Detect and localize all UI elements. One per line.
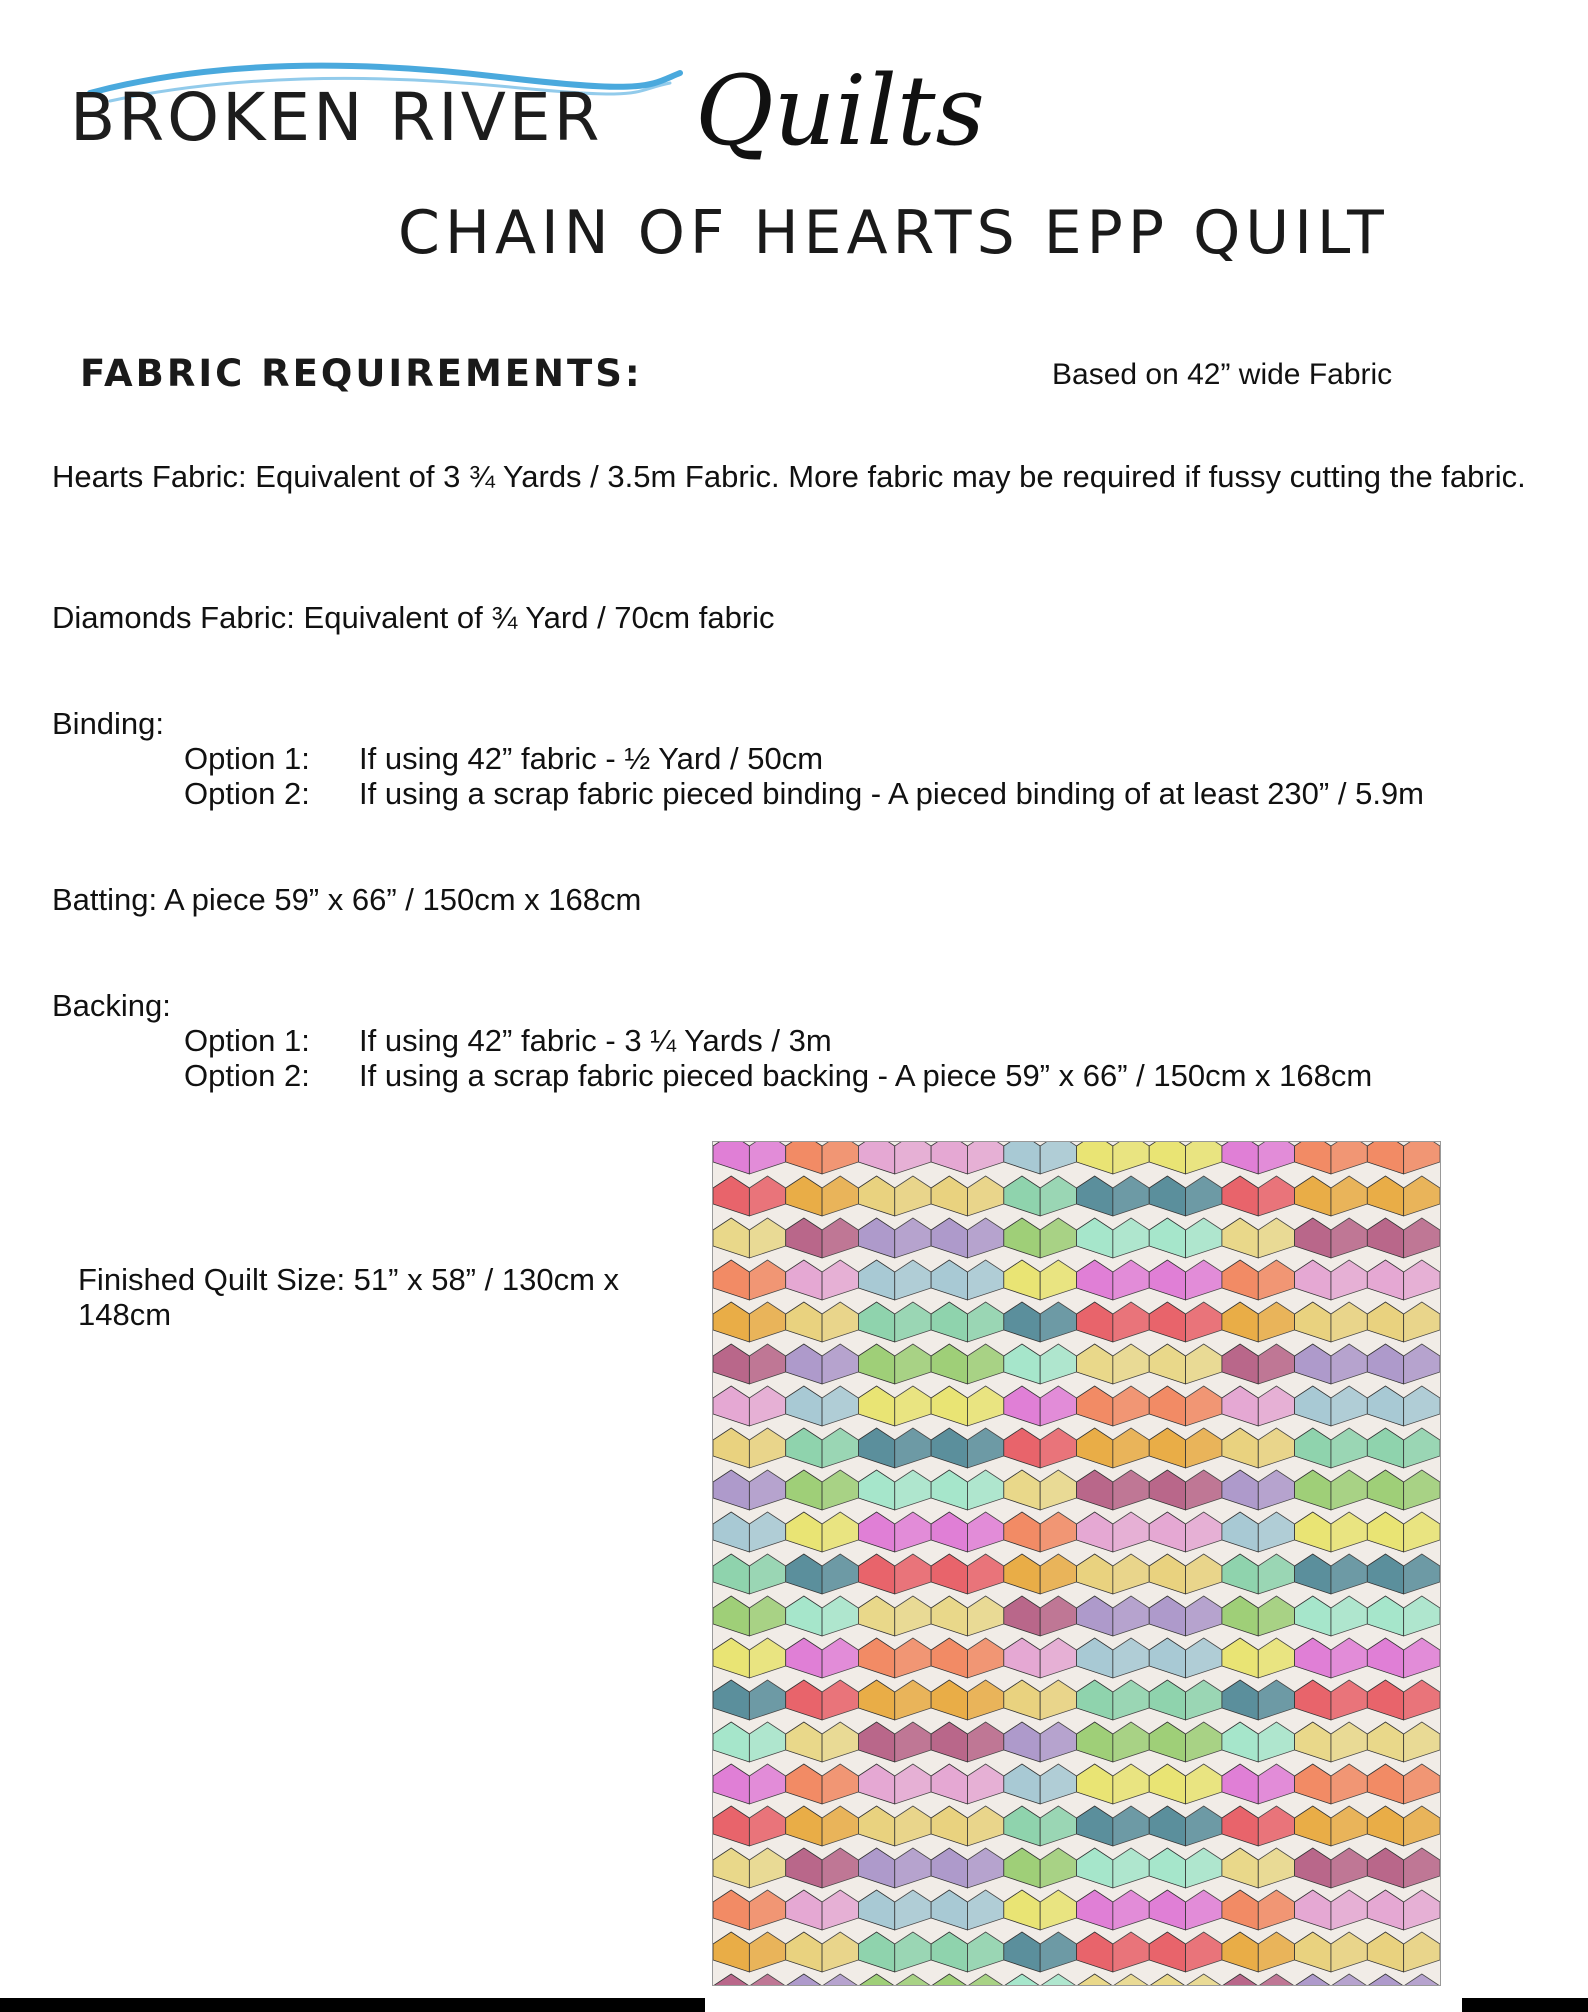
quilt-heart	[1367, 1428, 1440, 1468]
quilt-heart	[786, 1848, 859, 1888]
quilt-heart	[713, 1638, 786, 1678]
quilt-heart	[1077, 1344, 1150, 1384]
quilt-heart	[786, 1890, 859, 1930]
quilt-heart	[1004, 1890, 1077, 1930]
quilt-heart	[1149, 1344, 1222, 1384]
quilt-heart	[1295, 1554, 1368, 1594]
backing-option-1-text: If using 42” fabric - 3 ¼ Yards / 3m	[359, 1023, 832, 1058]
quilt-heart	[713, 1680, 786, 1720]
quilt-heart	[1004, 1470, 1077, 1510]
quilt-heart	[1295, 1932, 1368, 1972]
quilt-heart	[713, 1470, 786, 1510]
quilt-heart	[1004, 1386, 1077, 1426]
quilt-heart	[1367, 1806, 1440, 1846]
batting-requirement: Batting: A piece 59” x 66” / 150cm x 168cm	[52, 882, 642, 917]
quilt-heart	[1149, 1512, 1222, 1552]
quilt-heart	[1295, 1470, 1368, 1510]
quilt-heart	[1077, 1428, 1150, 1468]
quilt-heart	[786, 1260, 859, 1300]
quilt-heart	[1222, 1470, 1295, 1510]
quilt-heart	[1367, 1638, 1440, 1678]
quilt-heart	[786, 1638, 859, 1678]
quilt-heart	[786, 1554, 859, 1594]
quilt-heart	[1004, 1428, 1077, 1468]
quilt-heart	[786, 1974, 859, 1985]
quilt-heart	[858, 1596, 931, 1636]
quilt-heart	[713, 1806, 786, 1846]
quilt-heart	[1004, 1302, 1077, 1342]
quilt-heart	[1367, 1218, 1440, 1258]
quilt-heart	[1149, 1142, 1222, 1174]
quilt-heart	[1004, 1932, 1077, 1972]
quilt-heart	[858, 1890, 931, 1930]
quilt-heart	[1295, 1386, 1368, 1426]
quilt-heart	[858, 1848, 931, 1888]
quilt-heart	[1222, 1344, 1295, 1384]
quilt-heart	[713, 1386, 786, 1426]
quilt-heart	[931, 1302, 1004, 1342]
quilt-heart	[1222, 1722, 1295, 1762]
quilt-heart	[1222, 1764, 1295, 1804]
quilt-heart	[931, 1932, 1004, 1972]
quilt-heart	[931, 1218, 1004, 1258]
quilt-heart	[858, 1386, 931, 1426]
quilt-heart	[1077, 1680, 1150, 1720]
fabric-width-note: Based on 42” wide Fabric	[1052, 358, 1393, 391]
quilt-heart	[1077, 1890, 1150, 1930]
footer-rule-right	[1462, 1998, 1588, 2012]
quilt-heart	[1222, 1512, 1295, 1552]
quilt-heart	[1077, 1260, 1150, 1300]
binding-label: Binding:	[52, 706, 165, 741]
quilt-pattern	[713, 1142, 1440, 1985]
quilt-heart	[1367, 1142, 1440, 1174]
quilt-heart	[713, 1302, 786, 1342]
quilt-heart	[931, 1470, 1004, 1510]
quilt-heart	[1222, 1554, 1295, 1594]
quilt-heart	[858, 1470, 931, 1510]
quilt-heart	[1149, 1302, 1222, 1342]
quilt-heart	[1077, 1596, 1150, 1636]
quilt-heart	[786, 1142, 859, 1174]
quilt-heart	[931, 1512, 1004, 1552]
quilt-heart	[1077, 1638, 1150, 1678]
quilt-heart	[1149, 1848, 1222, 1888]
quilt-heart	[1077, 1722, 1150, 1762]
quilt-heart	[1222, 1890, 1295, 1930]
quilt-heart	[713, 1344, 786, 1384]
quilt-preview-image	[712, 1141, 1441, 1986]
quilt-heart	[1367, 1596, 1440, 1636]
quilt-heart	[858, 1638, 931, 1678]
quilt-heart	[931, 1176, 1004, 1216]
quilt-heart	[1077, 1764, 1150, 1804]
quilt-heart	[1004, 1260, 1077, 1300]
quilt-heart	[1295, 1764, 1368, 1804]
quilt-heart	[858, 1218, 931, 1258]
quilt-heart	[786, 1932, 859, 1972]
quilt-heart	[858, 1428, 931, 1468]
quilt-heart	[713, 1428, 786, 1468]
quilt-heart	[713, 1596, 786, 1636]
quilt-heart	[1077, 1848, 1150, 1888]
quilt-heart	[1004, 1680, 1077, 1720]
binding-option-2-text: If using a scrap fabric pieced binding - A pieced binding of at least 230” / 5.9m	[359, 776, 1424, 811]
quilt-heart	[931, 1680, 1004, 1720]
quilt-heart	[931, 1974, 1004, 1985]
quilt-heart	[1222, 1260, 1295, 1300]
quilt-heart	[1222, 1428, 1295, 1468]
finished-quilt-size: Finished Quilt Size: 51” x 58” / 130cm x 148cm	[78, 1262, 620, 1332]
quilt-heart	[931, 1638, 1004, 1678]
backing-label: Backing:	[52, 988, 171, 1023]
quilt-heart	[1004, 1142, 1077, 1174]
quilt-heart	[786, 1722, 859, 1762]
quilt-heart	[1077, 1176, 1150, 1216]
quilt-heart	[858, 1806, 931, 1846]
footer-rule	[0, 1998, 705, 2012]
diamonds-fabric-requirement: Diamonds Fabric: Equivalent of ¾ Yard / 70cm fabric	[52, 600, 775, 635]
quilt-heart	[1367, 1176, 1440, 1216]
quilt-heart	[1222, 1680, 1295, 1720]
quilt-heart	[1149, 1470, 1222, 1510]
quilt-heart	[713, 1176, 786, 1216]
quilt-heart	[1149, 1260, 1222, 1300]
quilt-heart	[1222, 1218, 1295, 1258]
quilt-heart	[786, 1764, 859, 1804]
quilt-heart	[931, 1428, 1004, 1468]
quilt-heart	[1222, 1176, 1295, 1216]
quilt-heart	[858, 1302, 931, 1342]
quilt-heart	[1295, 1848, 1368, 1888]
quilt-heart	[931, 1764, 1004, 1804]
quilt-heart	[1295, 1344, 1368, 1384]
quilt-heart	[713, 1722, 786, 1762]
quilt-heart	[931, 1260, 1004, 1300]
brand-script: Quilts	[695, 55, 985, 167]
quilt-heart	[1222, 1932, 1295, 1972]
quilt-heart	[1367, 1722, 1440, 1762]
quilt-heart	[786, 1470, 859, 1510]
quilt-heart	[858, 1974, 931, 1985]
quilt-heart	[1077, 1218, 1150, 1258]
quilt-heart	[1149, 1428, 1222, 1468]
quilt-heart	[786, 1596, 859, 1636]
quilt-heart	[1077, 1142, 1150, 1174]
quilt-heart	[1222, 1806, 1295, 1846]
quilt-heart	[931, 1806, 1004, 1846]
quilt-heart	[713, 1974, 786, 1985]
quilt-heart	[1222, 1974, 1295, 1985]
quilt-heart	[1004, 1176, 1077, 1216]
quilt-heart	[1295, 1176, 1368, 1216]
quilt-heart	[1004, 1512, 1077, 1552]
quilt-heart	[1367, 1470, 1440, 1510]
quilt-heart	[931, 1890, 1004, 1930]
backing-option-1-label: Option 1:	[184, 1023, 310, 1058]
quilt-heart	[713, 1554, 786, 1594]
quilt-heart	[1295, 1638, 1368, 1678]
quilt-heart	[1295, 1260, 1368, 1300]
quilt-heart	[858, 1680, 931, 1720]
quilt-heart	[1367, 1512, 1440, 1552]
quilt-heart	[1077, 1470, 1150, 1510]
quilt-heart	[1149, 1554, 1222, 1594]
quilt-heart	[1004, 1848, 1077, 1888]
quilt-heart	[1149, 1806, 1222, 1846]
quilt-heart	[786, 1680, 859, 1720]
quilt-heart	[1367, 1302, 1440, 1342]
quilt-heart	[931, 1344, 1004, 1384]
quilt-heart	[1222, 1142, 1295, 1174]
quilt-heart	[858, 1554, 931, 1594]
quilt-heart	[931, 1554, 1004, 1594]
quilt-heart	[1077, 1302, 1150, 1342]
quilt-heart	[1149, 1722, 1222, 1762]
quilt-heart	[1295, 1142, 1368, 1174]
quilt-heart	[931, 1722, 1004, 1762]
quilt-heart	[1149, 1764, 1222, 1804]
quilt-heart	[1295, 1596, 1368, 1636]
quilt-heart	[786, 1428, 859, 1468]
quilt-heart	[1149, 1596, 1222, 1636]
quilt-heart	[713, 1512, 786, 1552]
quilt-heart	[931, 1848, 1004, 1888]
quilt-heart	[1149, 1932, 1222, 1972]
quilt-heart	[1295, 1722, 1368, 1762]
quilt-heart	[1004, 1974, 1077, 1985]
backing-option-2-text: If using a scrap fabric pieced backing - A piece 59” x 66” / 150cm x 168cm	[359, 1058, 1373, 1093]
quilt-heart	[1222, 1848, 1295, 1888]
quilt-heart	[1149, 1638, 1222, 1678]
quilt-heart	[1004, 1722, 1077, 1762]
quilt-heart	[1367, 1386, 1440, 1426]
quilt-heart	[858, 1176, 931, 1216]
quilt-heart	[1295, 1974, 1368, 1985]
quilt-heart	[931, 1596, 1004, 1636]
quilt-heart	[1077, 1806, 1150, 1846]
quilt-heart	[858, 1512, 931, 1552]
quilt-heart	[713, 1848, 786, 1888]
quilt-heart	[931, 1386, 1004, 1426]
quilt-heart	[858, 1344, 931, 1384]
quilt-heart	[1295, 1512, 1368, 1552]
quilt-heart	[1367, 1764, 1440, 1804]
quilt-heart	[786, 1512, 859, 1552]
quilt-heart	[1004, 1344, 1077, 1384]
quilt-heart	[1367, 1932, 1440, 1972]
quilt-heart	[1149, 1218, 1222, 1258]
quilt-heart	[1295, 1806, 1368, 1846]
quilt-heart	[713, 1218, 786, 1258]
quilt-heart	[1295, 1890, 1368, 1930]
quilt-heart	[858, 1722, 931, 1762]
quilt-heart	[1004, 1596, 1077, 1636]
quilt-heart	[858, 1764, 931, 1804]
quilt-heart	[1222, 1596, 1295, 1636]
quilt-heart	[1295, 1302, 1368, 1342]
quilt-heart	[1367, 1260, 1440, 1300]
hearts-fabric-requirement: Hearts Fabric: Equivalent of 3 ¾ Yards / 3.5m Fabric. More fabric may be required if fussy cutting the fabric.	[52, 459, 1526, 494]
document-title: CHAIN OF HEARTS EPP QUILT	[398, 198, 1389, 268]
quilt-heart	[1295, 1218, 1368, 1258]
quilt-heart	[1077, 1512, 1150, 1552]
quilt-heart	[713, 1890, 786, 1930]
quilt-heart	[1367, 1848, 1440, 1888]
quilt-heart	[1367, 1890, 1440, 1930]
quilt-heart	[713, 1932, 786, 1972]
binding-option-1-label: Option 1:	[184, 741, 310, 776]
quilt-heart	[1367, 1554, 1440, 1594]
quilt-heart	[1295, 1680, 1368, 1720]
quilt-heart	[1004, 1638, 1077, 1678]
quilt-heart	[1004, 1806, 1077, 1846]
quilt-heart	[1004, 1218, 1077, 1258]
quilt-heart	[786, 1176, 859, 1216]
quilt-heart	[786, 1218, 859, 1258]
brand-name: BROKEN RIVER	[70, 79, 603, 156]
quilt-heart	[786, 1344, 859, 1384]
quilt-heart	[1367, 1344, 1440, 1384]
quilt-heart	[1077, 1974, 1150, 1985]
quilt-heart	[1295, 1428, 1368, 1468]
quilt-heart	[713, 1764, 786, 1804]
quilt-heart	[1004, 1554, 1077, 1594]
quilt-heart	[713, 1142, 786, 1174]
quilt-heart	[1077, 1386, 1150, 1426]
quilt-heart	[1149, 1890, 1222, 1930]
section-heading: FABRIC REQUIREMENTS:	[80, 352, 643, 395]
quilt-heart	[1367, 1974, 1440, 1985]
quilt-heart	[1077, 1554, 1150, 1594]
brand-logo	[70, 55, 985, 175]
quilt-heart	[1149, 1386, 1222, 1426]
backing-option-2-label: Option 2:	[184, 1058, 310, 1093]
quilt-heart	[786, 1386, 859, 1426]
quilt-heart	[1149, 1974, 1222, 1985]
quilt-heart	[1222, 1302, 1295, 1342]
quilt-heart	[858, 1932, 931, 1972]
quilt-heart	[1149, 1680, 1222, 1720]
binding-option-2-label: Option 2:	[184, 776, 310, 811]
quilt-heart	[858, 1260, 931, 1300]
quilt-heart	[1222, 1386, 1295, 1426]
quilt-heart	[786, 1302, 859, 1342]
quilt-heart	[858, 1142, 931, 1174]
quilt-heart	[1149, 1176, 1222, 1216]
binding-option-1-text: If using 42” fabric - ½ Yard / 50cm	[359, 741, 824, 776]
quilt-heart	[931, 1142, 1004, 1174]
quilt-heart	[713, 1260, 786, 1300]
quilt-heart	[1077, 1932, 1150, 1972]
quilt-heart	[1367, 1680, 1440, 1720]
quilt-heart	[1004, 1764, 1077, 1804]
quilt-heart	[786, 1806, 859, 1846]
quilt-heart	[1222, 1638, 1295, 1678]
